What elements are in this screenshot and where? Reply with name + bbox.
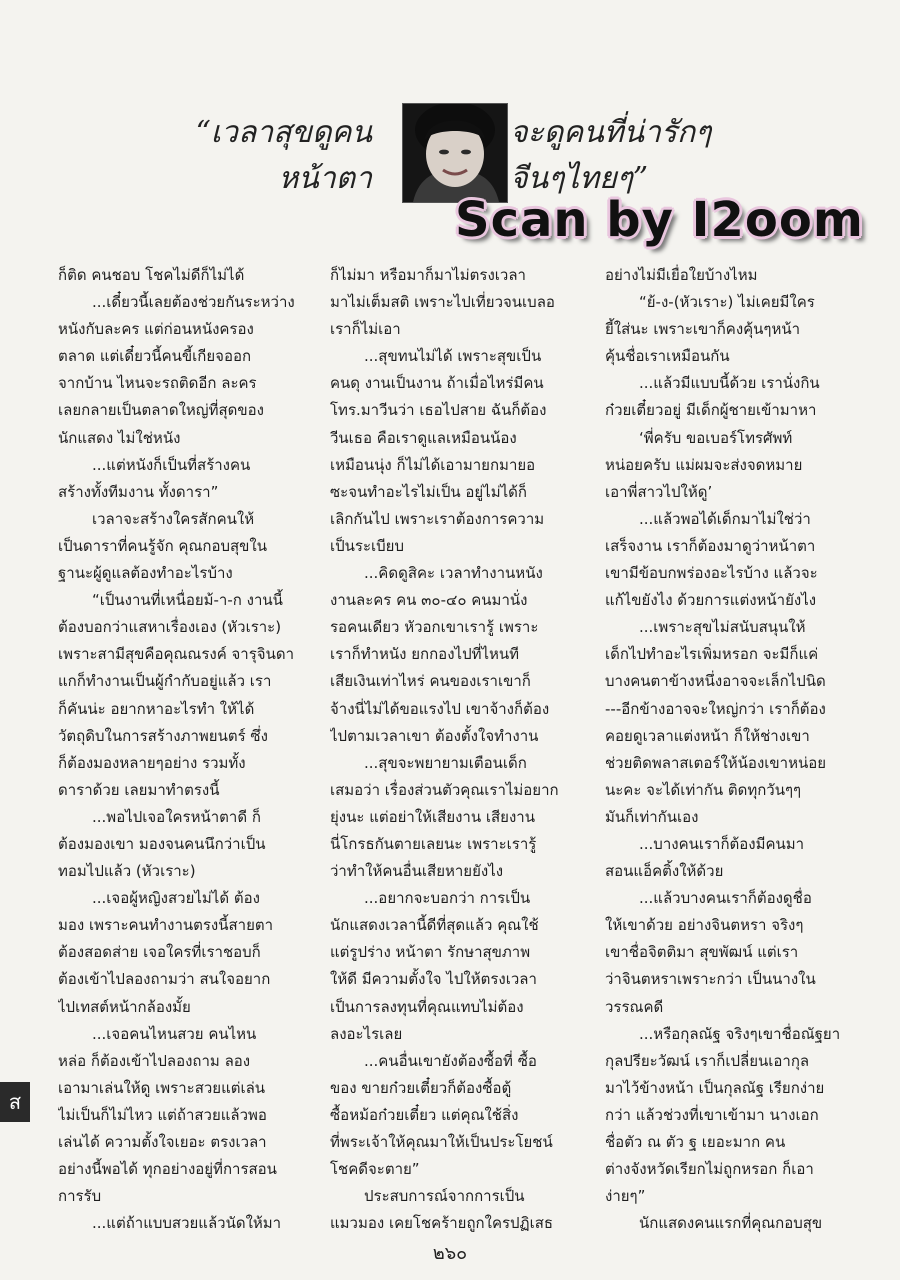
pull-quote-right <box>510 110 711 202</box>
text-line: “ย้-ง-(หัวเราะ) ไม่เคยมีใคร <box>639 293 815 312</box>
text-line: เราก็ทำหนัง ยกกองไปที่ไหนที <box>330 645 520 664</box>
text-line: ต้องสอดส่าย เจอใครที่เราชอบก็ <box>58 943 261 962</box>
text-line: ...หรือกุลณัฐ จริงๆเขาชื่อณัฐยา <box>639 1024 841 1043</box>
text-line: “เป็นงานที่เหนื่อยม้-า-ก งานนี้ <box>92 591 283 610</box>
text-line: ...เดี๋ยวนี้เลยต้องช่วยกันระหว่าง <box>92 293 295 312</box>
pull-quote-left <box>195 110 372 202</box>
text-line: จ้างนี่ไม่ได้ขอแรงไป เขาจ้างก็ต้อง <box>330 699 550 718</box>
text-line: ยี้ใส่นะ เพราะเขาก็คงคุ้นๆหน้า <box>605 320 801 339</box>
text-line: ที่พระเจ้าให้คุณมาให้เป็นประโยชน์ <box>330 1133 553 1151</box>
text-line: ...แล้วมีแบบนี้ด้วย เรานั่งกิน <box>639 374 820 393</box>
text-line: ซะจนทำอะไรไม่เป็น อยู่ไม่ได้ก็ <box>330 482 527 501</box>
text-line: คุ้นชื่อเราเหมือนกัน <box>605 347 730 366</box>
text-line: วีนเธอ คือเราดูแลเหมือนน้อง <box>330 428 517 447</box>
text-line: ‘พี่ครับ ขอเบอร์โทรศัพท์ <box>639 428 793 447</box>
text-line: ต่างจังหวัดเรียกไม่ถูกหรอก ก็เอา <box>605 1160 814 1179</box>
text-line: รอคนเดียว หัวอกเขาเรารู้ เพราะ <box>330 618 539 637</box>
text-line: แต่รูปร่าง หน้าตา รักษาสุขภาพ <box>330 943 531 962</box>
text-line: มันก็เท่ากันเอง <box>605 807 699 826</box>
scan-watermark: Scan by I2oom <box>455 192 864 248</box>
text-line: เอาพี่สาวไปให้ดู’ <box>605 482 713 501</box>
text-line: เสมอว่า เรื่องส่วนตัวคุณเราไม่อยาก <box>330 780 559 799</box>
text-line: ...คนอื่นเขายังต้องซื้อที่ ซื้อ <box>364 1051 537 1070</box>
text-line: เป็นดาราที่คนรู้จัก คุณกอบสุขใน <box>58 536 267 555</box>
text-line: โทร.มาวีนว่า เธอไปสาย ฉันก็ต้อง <box>330 401 547 420</box>
text-line: สร้างทั้งทีมงาน ทั้งดารา” <box>58 482 219 501</box>
text-line: ตลาด แต่เดี๋ยวนี้คนขี้เกียจออก <box>58 347 252 366</box>
text-line: ไปตามเวลาเขา ต้องตั้งใจทำงาน <box>330 726 539 745</box>
text-line: นักแสดงเวลานี้ดีที่สุดแล้ว คุณใช้ <box>330 916 539 935</box>
text-line: ไม่เป็นก็ไม่ไหว แต่ถ้าสวยแล้วพอ <box>58 1105 267 1124</box>
text-line: ...คิดดูสิคะ เวลาทำงานหนัง <box>364 564 543 583</box>
text-line: ก๋วยเตี๋ยวอยู่ มีเด็กผู้ชายเข้ามาหา <box>605 401 817 420</box>
text-line: นะคะ จะได้เท่ากัน ติดทุกวันๆๆ <box>605 780 802 799</box>
text-line: ซื้อหม้อก๋วยเตี๋ยว แต่คุณใช้สิ่ง <box>330 1105 519 1124</box>
text-column-1 <box>58 262 308 1237</box>
text-line: โชคดีจะตาย” <box>330 1160 420 1179</box>
page-number: ๒๖๐ <box>432 1243 468 1264</box>
text-line: อย่างนี้พอได้ ทุกอย่างอยู่ที่การสอน <box>58 1160 277 1179</box>
text-line: ก็ต้องมองหลายๆอย่าง รวมทั้ง <box>58 753 246 772</box>
text-line: ...เพราะสุขไม่สนับสนุนให้ <box>639 618 806 637</box>
text-line: คนดุ งานเป็นงาน ถ้าเมื่อไหร่มีคน <box>330 374 544 393</box>
text-line: จากบ้าน ไหนจะรถติดอีก ละคร <box>58 374 257 393</box>
text-line: ...อยากจะบอกว่า การเป็น <box>364 889 531 908</box>
text-line: ...เจอผู้หญิงสวยไม่ได้ ต้อง <box>92 889 260 908</box>
text-line: ...แล้วบางคนเราก็ต้องดูชื่อ <box>639 889 812 908</box>
text-line: ...แต่ถ้าแบบสวยแล้วนัดให้มา <box>92 1214 282 1233</box>
text-line: ไปเทสต์หน้ากล้องมั้ย <box>58 997 191 1016</box>
text-column-3 <box>605 262 855 1237</box>
text-line: ประสบการณ์จากการเป็น <box>364 1187 525 1206</box>
text-line: เลยกลายเป็นตลาดใหญ่ที่สุดของ <box>58 401 264 420</box>
text-line: เพราะสามีสุขคือคุณณรงค์ จารุจินดา <box>58 645 294 664</box>
text-line: เล่นได้ ความตั้งใจเยอะ ตรงเวลา <box>58 1133 267 1151</box>
text-line: อย่างไม่มีเยื่อใยบ้างไหม <box>605 266 758 284</box>
text-line: ก็ไม่มา หรือมาก็มาไม่ตรงเวลา <box>330 266 526 284</box>
text-line: ชื่อตัว ณ ตัว ฐ เยอะมาก คน <box>605 1133 786 1151</box>
text-line: ...เจอคนไหนสวย คนไหน <box>92 1024 257 1043</box>
text-line: หน่อยครับ แม่ผมจะส่งจดหมาย <box>605 455 803 474</box>
portrait-photo <box>402 103 508 203</box>
text-line: ต้องบอกว่าแสหาเรื่องเอง (หัวเราะ) <box>58 618 282 637</box>
text-line: ...แล้วพอได้เด็กมาไม่ใช่ว่า <box>639 509 811 528</box>
pull-quote-left-line-1: “เวลาสุขดูคน <box>195 115 372 150</box>
text-line: เสียเงินเท่าไหร่ คนของเราเขาก็ <box>330 672 531 691</box>
text-line: ต้องมองเขา มองจนคนนึกว่าเป็น <box>58 834 266 853</box>
text-line: ลงอะไรเลย <box>330 1024 403 1043</box>
text-line: ง่ายๆ” <box>605 1187 646 1206</box>
text-line: ให้เขาด้วย อย่างจินตหรา จริงๆ <box>605 916 804 935</box>
text-line: บางคนตาข้างหนึ่งอาจจะเล็กไปนิด <box>605 672 826 691</box>
text-line: หนังกับละคร แต่ก่อนหนังครอง <box>58 320 254 339</box>
text-line: คอยดูเวลาแต่งหน้า ก็ให้ช่างเขา <box>605 726 810 745</box>
text-line: เสร็จงาน เราก็ต้องมาดูว่าหน้าตา <box>605 536 816 555</box>
text-line: เป็นระเบียบ <box>330 536 404 555</box>
text-line: สอนแอ็คติ้งให้ด้วย <box>605 862 724 881</box>
text-column-2 <box>330 262 580 1237</box>
text-line: มาไว้ข้างหน้า เป็นกุลณัฐ เรียกง่าย <box>605 1078 825 1097</box>
text-line: ให้ดี มีความตั้งใจ ไปให้ตรงเวลา <box>330 970 537 989</box>
text-line: เด็กไปทำอะไรเพิ่มหรอก จะมีก็แค่ <box>605 645 819 664</box>
text-line: ต้องเข้าไปลองถามว่า สนใจอยาก <box>58 970 271 989</box>
text-line: แกก็ทำงานเป็นผู้กำกับอยู่แล้ว เรา <box>58 672 272 691</box>
text-line: เหมือนนุ่ง ก็ไม่ได้เอามายกมายอ <box>330 455 536 474</box>
text-line: ว่าจินตหราเพราะกว่า เป็นนางใน <box>605 970 816 989</box>
text-line: กว่า แล้วช่วงที่เขาเข้ามา นางเอก <box>605 1105 819 1124</box>
text-line: ...สุขจะพยายามเตือนเด็ก <box>364 753 527 772</box>
text-line: เวลาจะสร้างใครสักคนให้ <box>92 509 255 528</box>
text-line: ...สุขทนไม่ได้ เพราะสุขเป็น <box>364 347 542 366</box>
text-line: แก้ไขยังไง ด้วยการแต่งหน้ายังไง <box>605 591 817 610</box>
text-line: ทอมไปแล้ว (หัวเราะ) <box>58 862 196 881</box>
text-line: วัตถุดิบในการสร้างภาพยนตร์ ซึ่ง <box>58 726 268 745</box>
text-line: นี่โกรธกันตายเลยนะ เพราะเรารู้ <box>330 834 537 853</box>
text-line: ยุ่งนะ แต่อย่าให้เสียงาน เสียงาน <box>330 807 535 826</box>
text-line: เขาชื่อจิตติมา สุขพัฒน์ แต่เรา <box>605 943 799 962</box>
text-line: เป็นการลงทุนที่คุณแทบไม่ต้อง <box>330 997 524 1016</box>
text-line: เลิกกันไป เพราะเราต้องการความ <box>330 509 545 528</box>
text-line: นักแสดง ไม่ใช่หนัง <box>58 428 181 447</box>
text-line: ...แต่หนังก็เป็นที่สร้างคน <box>92 455 251 474</box>
text-line: มอง เพราะคนทำงานตรงนี้สายตา <box>58 916 274 935</box>
text-line: ก็คันน่ะ อยากหาอะไรทำ ให้ได้ <box>58 699 255 718</box>
text-line: เอามาเล่นให้ดู เพราะสวยแต่เล่น <box>58 1078 266 1097</box>
text-line: วรรณคดี <box>605 997 664 1016</box>
text-line: ว่าทำให้คนอื่นเสียหายยังไง <box>330 862 504 881</box>
text-line: ช่วยติดพลาสเตอร์ให้น้องเขาหน่อย <box>605 753 827 772</box>
text-line: เราก็ไม่เอา <box>330 320 401 339</box>
pull-quote-right-line-1: จะดูคนที่น่ารักๆ <box>510 115 712 150</box>
text-line: ดาราด้วย เลยมาทำตรงนี้ <box>58 780 220 799</box>
text-line: การรับ <box>58 1187 102 1206</box>
section-thumb-tab: ส <box>0 1082 30 1122</box>
text-line: มาไม่เต็มสติ เพราะไปเที่ยวจนเบลอ <box>330 293 555 312</box>
pull-quote-right-line-2: จีนๆไทยๆ” <box>510 161 649 196</box>
text-line: หล่อ ก็ต้องเข้าไปลองถาม ลอง <box>58 1051 251 1070</box>
text-line: ฐานะผู้ดูแลต้องทำอะไรบ้าง <box>58 564 233 583</box>
text-line: แมวมอง เคยโชคร้ายถูกใครปฏิเสธ <box>330 1214 554 1233</box>
text-line: กุลปรียะวัฒน์ เราก็เปลี่ยนเอากุล <box>605 1051 810 1070</box>
text-line: นักแสดงคนแรกที่คุณกอบสุข <box>639 1214 823 1233</box>
pull-quote-left-line-2: หน้าตา <box>278 161 372 196</box>
text-line: เขามีข้อบกพร่องอะไรบ้าง แล้วจะ <box>605 564 818 583</box>
text-line: ---อีกข้างอาจจะใหญ่กว่า เราก็ต้อง <box>605 699 826 718</box>
text-line: งานละคร คน ๓๐-๔๐ คนมานั่ง <box>330 591 528 610</box>
text-line: ของ ขายก๋วยเตี๋ยวก็ต้องซื้อตู้ <box>330 1078 512 1097</box>
text-line: ก็ติด คนชอบ โชคไม่ดีก็ไม่ได้ <box>58 266 245 284</box>
text-line: ...บางคนเราก็ต้องมีคนมา <box>639 834 805 853</box>
text-line: ...พอไปเจอใครหน้าตาดี ก็ <box>92 807 261 826</box>
